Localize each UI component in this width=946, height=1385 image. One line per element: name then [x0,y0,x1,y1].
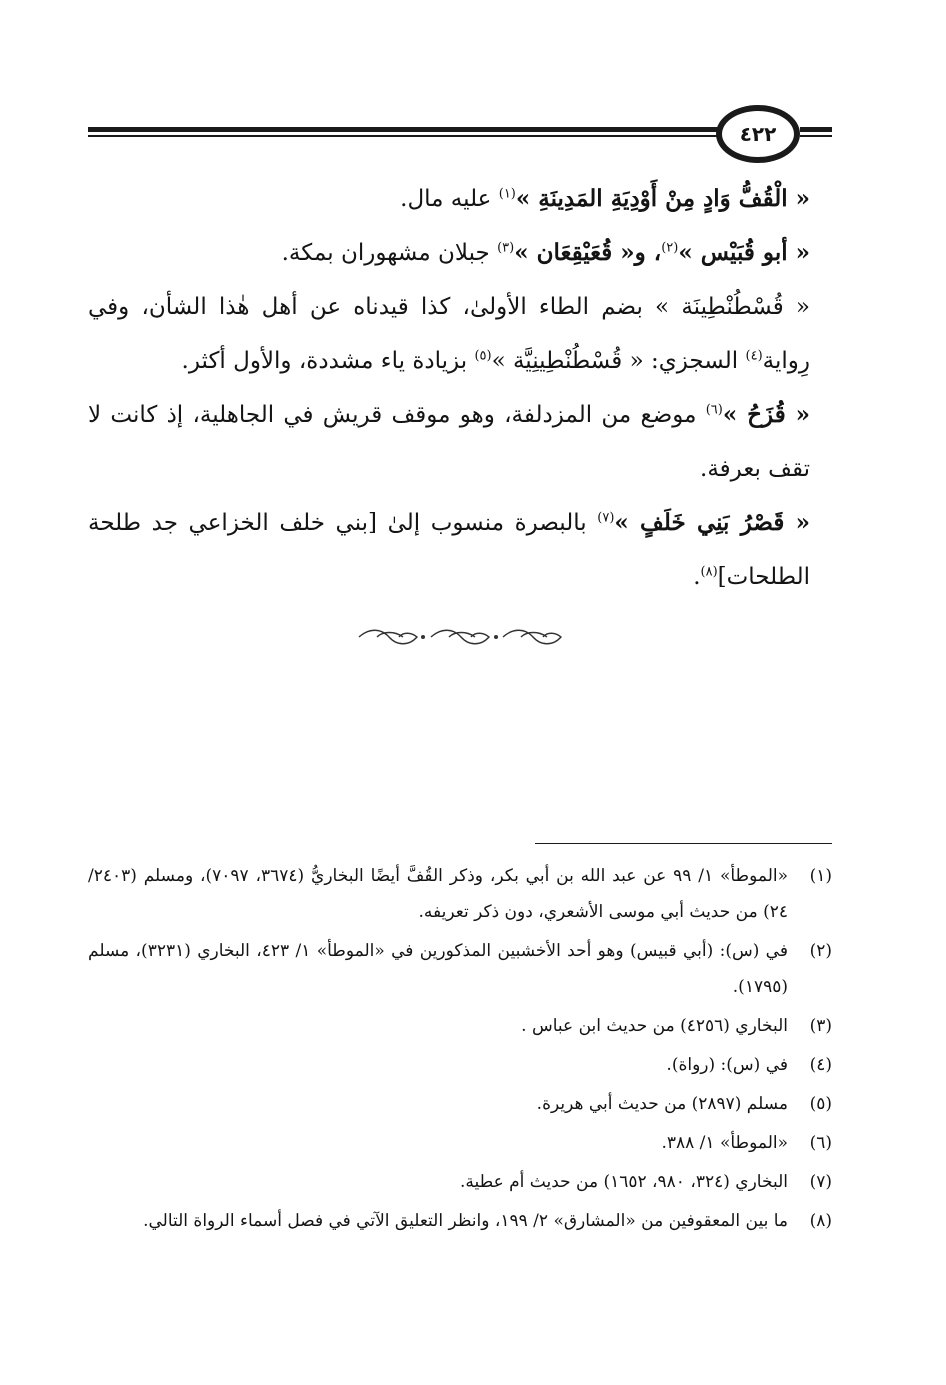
entry-text: موضع من المزدلفة، وهو موقف قريش في الجاهلية، إذ كانت لا تقف بعرفة. [88,402,810,482]
header-rule-stub-thin [800,135,832,137]
footnote-text: البخاري (٣٢٤، ٩٨٠، ١٦٥٢) من حديث أم عطية. [459,1172,788,1192]
main-text [88,172,832,604]
footnote-ref: (٤) [745,348,763,364]
footnote-text: ما بين المعقوفين من «المشارق» ٢/ ١٩٩، وانظر التعليق الآتي في فصل أسماء الرواة التالي. [143,1211,788,1231]
entry-qustantina [88,280,832,388]
entry-term: « قَصْرُ بَنِي خَلَفٍ » [614,509,810,536]
footnote-item [88,1164,832,1200]
footnote-item [88,858,832,930]
footnote-text: مسلم (٢٨٩٧) من حديث أبي هريرة. [536,1094,788,1114]
footnote-ref: (٦) [705,402,723,418]
page-number: ٤٢٢ [739,122,777,146]
footnote-item [88,1086,832,1122]
footnote-ref: (١) [498,186,516,202]
footnote-number: (٤) [809,1055,832,1075]
entry-text: بالبصرة منسوب إلىٰ [بني خلف الخزاعي جد طلحة الطلحات] [88,510,810,590]
footnote-number: (٧) [809,1172,832,1192]
footnote-text: «الموطأ» ١/ ٣٨٨. [661,1133,788,1153]
header-rule-stub-thick [800,127,832,132]
entry-text: « قُسْطُنْطِينَة » بضم الطاء الأولىٰ، كذا قيدناه عن أهل هٰذا الشأن، وفي رِواية [88,294,810,374]
entry-term: « الْقُفُّ وَادٍ مِنْ أَوْدِيَةِ المَدِينَةِ » [515,185,810,212]
footnote-text: في (س): (أبي قبيس) وهو أحد الأخشبين المذكورين في «الموطأ» ١/ ٤٢٣، البخاري (٣٢٣١)، مسلم (١٧٩٥). [88,941,788,997]
entry-quzah [88,388,832,496]
footnote-ref: (٣) [497,240,515,256]
footnote-number: (٢) [809,941,832,961]
footnote-number: (٥) [809,1094,832,1114]
footnote-text: البخاري (٤٢٥٦) من حديث ابن عباس . [521,1016,788,1036]
footnote-number: (٣) [809,1016,832,1036]
header-rule-thin [88,135,728,137]
entry-text: عليه مال. [400,186,499,212]
entry-text: السجزي: « قُسْطُنْطِينِيَّة » [491,348,746,374]
entry-text: جبلان مشهوران بمكة. [281,240,498,266]
entry-abu-qubays [88,226,832,280]
footnote-ref: (٢) [661,240,679,256]
section-divider-ornament [355,626,569,648]
entry-term: « أبو قُبَيْس » [678,239,810,266]
footnote-item [88,1047,832,1083]
footnote-ref: (٧) [597,510,615,526]
footnote-separator [535,843,832,844]
entry-text: . [693,564,701,590]
page-number-badge [716,105,800,163]
footnote-text: «الموطأ» ١/ ٩٩ عن عبد الله بن أبي بكر، وذكر القُفَّ أيضًا البخاريُّ (٣٦٧٤، ٧٠٩٧)، ومسلم (٢٤٠٣/ ٢٤) من حديث أبي موسى الأشعري، دون ذكر تعريفه. [88,866,788,922]
footnote-item [88,1203,832,1239]
footnotes [88,858,832,1242]
entry-text: بزيادة ياء مشددة، والأول أكثر. [181,348,475,374]
footnote-number: (٨) [809,1211,832,1231]
footnote-ref: (٥) [474,348,492,364]
footnote-item [88,1008,832,1044]
entry-qasr-bani-khalaf [88,496,832,604]
entry-al-quff [88,172,832,226]
footnote-number: (٦) [809,1133,832,1153]
entry-term: « قُزَحُ » [722,401,811,428]
header-rule-thick [88,127,728,132]
footnote-item [88,1125,832,1161]
footnote-number: (١) [809,866,832,886]
entry-term: ، و« قُعَيْقِعَان » [514,239,662,266]
footnote-text: في (س): (رواة). [666,1055,788,1075]
footnote-ref: (٨) [700,564,718,580]
footnote-item [88,933,832,1005]
